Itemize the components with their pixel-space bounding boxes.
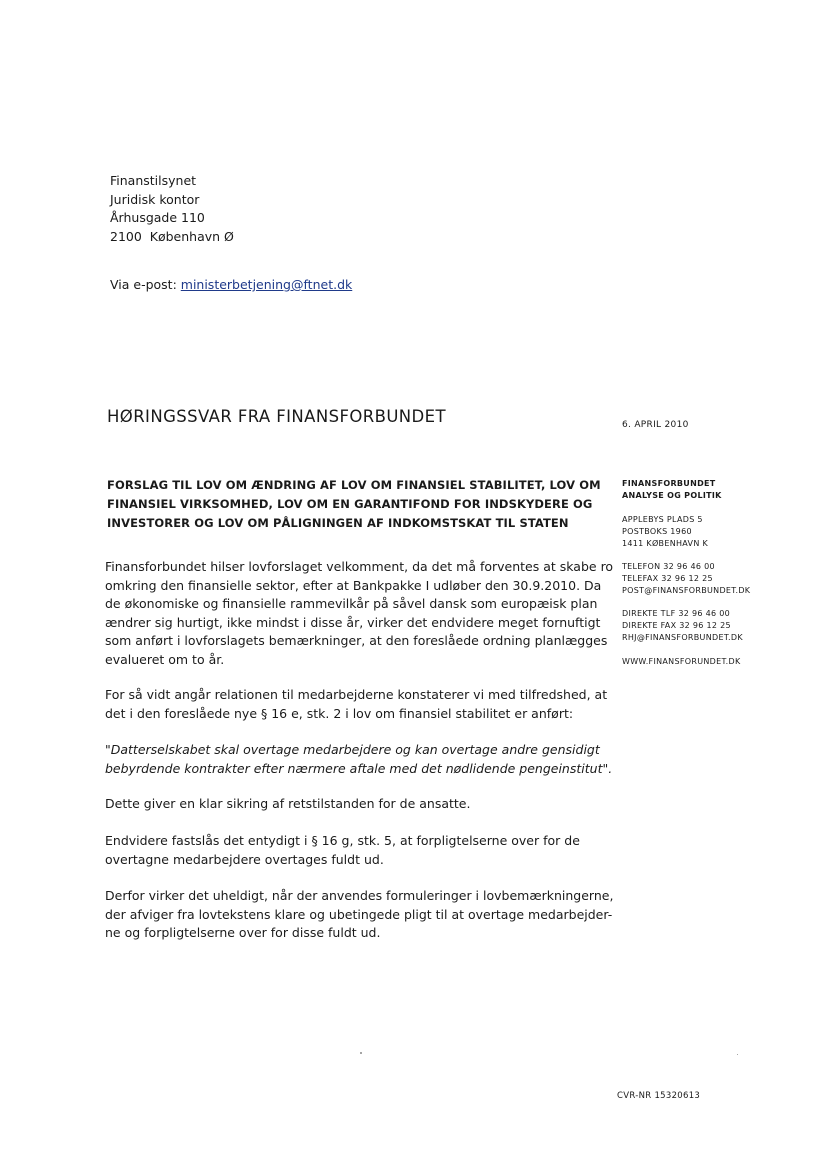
sidebar-line: POST@FINANSFORBUNDET.DK — [622, 586, 751, 595]
sidebar-direct-contact — [622, 608, 812, 644]
sidebar-line: POSTBOKS 1960 — [622, 527, 692, 536]
paragraph-line: der afviger fra lovtekstens klare og ubetingede pligt til at overtage medarbejder- — [105, 906, 613, 922]
paragraph-4 — [105, 795, 605, 814]
sidebar-line: APPLEBYS PLADS 5 — [622, 515, 703, 524]
paragraph-line: omkring den finansielle sektor, efter at Bankpakke I udløber den 30.9.2010. Da — [105, 577, 602, 593]
via-prefix: Via e-post: — [110, 277, 181, 292]
sidebar-contact — [622, 561, 812, 597]
email-link[interactable]: ministerbetjening@ftnet.dk — [180, 277, 353, 292]
paragraph-1 — [105, 558, 614, 669]
sidebar-line: TELEFAX 32 96 12 25 — [622, 574, 713, 583]
paragraph-line: som anført i lovforslagets bemærkninger, at den foreslåede ordning planlægges — [105, 633, 608, 648]
subject-heading — [107, 476, 607, 533]
paragraph-line: de økonomiske og finansielle rammevilkår på såvel dansk som europæisk plan — [105, 596, 598, 611]
sidebar-line: 1411 KØBENHAVN K — [622, 539, 708, 548]
sidebar-line: TELEFON 32 96 46 00 — [622, 562, 715, 571]
paragraph-2 — [105, 686, 608, 723]
paragraph-line: Derfor virker det uheldigt, når der anvendes formuleringer i lovbemærkningerne, — [105, 888, 614, 903]
sidebar-line: ANALYSE OG POLITIK — [622, 491, 722, 500]
paragraph-line: ne og forpligtelserne over for disse fuldt ud. — [105, 925, 381, 940]
subject-line: FINANSIEL VIRKSOMHED, LOV OM EN GARANTIFOND FOR INDSKYDERE OG — [107, 497, 593, 511]
recipient-line: 2100 København Ø — [110, 228, 234, 244]
paragraph-line: Endvidere fastslås det entydigt i § 16 g, stk. 5, at forpligtelserne over for de — [105, 833, 580, 848]
scan-speck — [737, 1054, 738, 1055]
paragraph-line: det i den foreslåede nye § 16 e, stk. 2 i lov om finansiel stabilitet er anført: — [105, 705, 574, 721]
sidebar-line: RHJ@FINANSFORBUNDET.DK — [622, 633, 743, 642]
footer-cvr-number: CVR-NR 15320613 — [617, 1091, 701, 1101]
document-title: HØRINGSSVAR FRA FINANSFORBUNDET — [107, 407, 446, 426]
paragraph-line: For så vidt angår relationen til medarbejderne konstaterer vi med tilfredshed, at — [105, 687, 608, 702]
sidebar-organization — [622, 478, 812, 502]
paragraph-line: "Datterselskabet skal overtage medarbejdere og kan overtage andre gensidigt — [105, 742, 600, 757]
paragraph-line: ændrer sig hurtigt, ikke mindst i disse år, virker det endvidere meget fornuftigt — [105, 614, 601, 630]
paragraph-5 — [105, 832, 605, 869]
quote-paragraph — [105, 741, 613, 778]
website-link[interactable]: WWW.FINANSFORUNDET.DK — [622, 657, 741, 666]
sidebar-line: DIREKTE TLF 32 96 46 00 — [622, 609, 730, 618]
subject-line: FORSLAG TIL LOV OM ÆNDRING AF LOV OM FINANSIEL STABILITET, LOV OM — [107, 478, 601, 492]
sidebar-website — [622, 656, 812, 668]
letter-date: 6. APRIL 2010 — [622, 420, 689, 430]
sidebar-line: DIREKTE FAX 32 96 12 25 — [622, 621, 731, 630]
recipient-line: Århusgade 110 — [110, 210, 205, 225]
paragraph-line: bebyrdende kontrakter efter nærmere aftale med det nødlidende pengeinstitut". — [105, 760, 613, 776]
scan-speck — [360, 1052, 362, 1054]
recipient-line: Finanstilsynet — [110, 173, 197, 188]
paragraph-line: evalueret om to år. — [105, 651, 225, 667]
paragraph-line: Dette giver en klar sikring af retstilstanden for de ansatte. — [105, 796, 471, 811]
paragraph-line: Finansforbundet hilser lovforslaget velkomment, da det må forventes at skabe ro — [105, 559, 614, 574]
paragraph-line: overtagne medarbejdere overtages fuldt ud. — [105, 851, 384, 867]
recipient-line: Juridisk kontor — [110, 191, 200, 207]
sidebar-postal-address — [622, 514, 812, 550]
paragraph-6 — [105, 887, 614, 943]
via-email-line — [110, 276, 352, 294]
recipient-address — [110, 172, 234, 246]
subject-line: INVESTORER OG LOV OM PÅLIGNINGEN AF INDKOMSTSKAT TIL STATEN — [107, 516, 569, 530]
sidebar-line: FINANSFORBUNDET — [622, 479, 716, 488]
